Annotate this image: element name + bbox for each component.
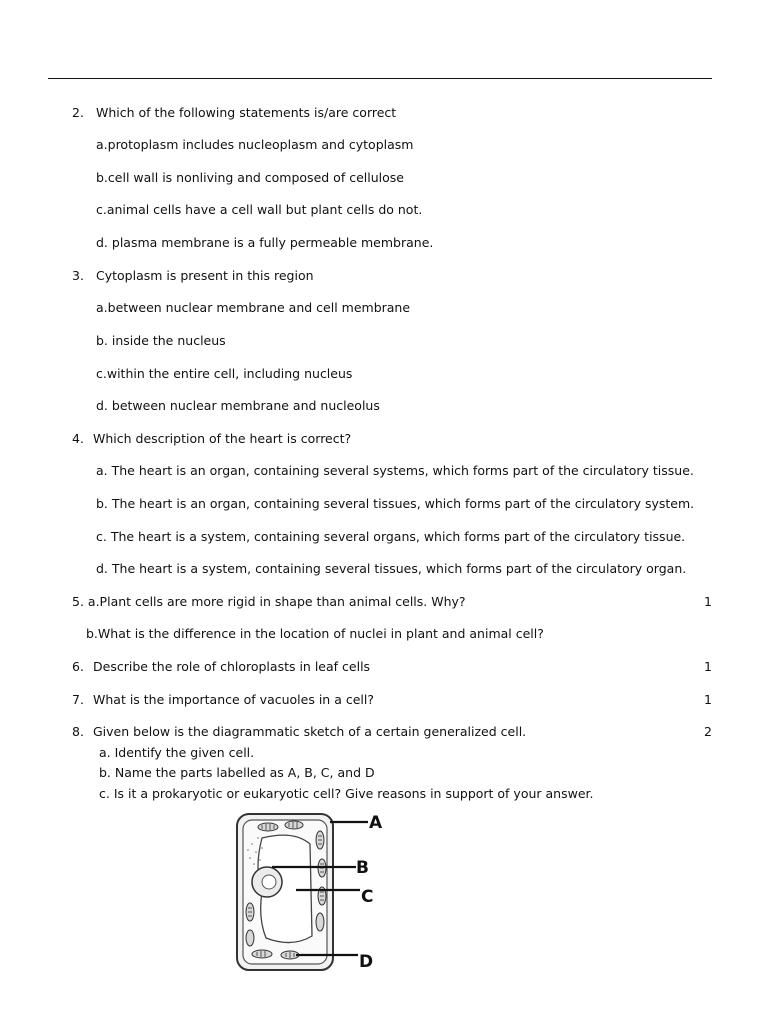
question-3 bbox=[72, 268, 314, 283]
label-d: D bbox=[359, 952, 374, 972]
question-text: Which of the following statements is/are correct bbox=[96, 105, 397, 120]
question-number: 3. bbox=[72, 268, 84, 283]
label-c: C bbox=[361, 887, 374, 907]
header-rule bbox=[48, 78, 712, 79]
option-2d: d. plasma membrane is a fully permeable membrane. bbox=[96, 235, 434, 250]
question-text: What is the importance of vacuoles in a cell? bbox=[93, 692, 374, 707]
label-a: A bbox=[369, 813, 382, 833]
question-text: Given below is the diagrammatic sketch of a certain generalized cell. bbox=[93, 724, 527, 739]
question-number: 8. bbox=[72, 724, 84, 739]
question-6 bbox=[72, 659, 370, 674]
question-number: 7. bbox=[72, 692, 84, 707]
question-text: Cytoplasm is present in this region bbox=[96, 268, 314, 283]
marks-8: 2 bbox=[704, 724, 712, 739]
question-4 bbox=[72, 431, 351, 446]
marks-5: 1 bbox=[704, 594, 712, 609]
option-4c: c. The heart is a system, containing several organs, which forms part of the circulatory tissue. bbox=[96, 529, 686, 544]
question-7 bbox=[72, 692, 374, 707]
question-5-part-b: b.What is the difference in the location of nuclei in plant and animal cell? bbox=[86, 626, 544, 641]
option-2c: c.animal cells have a cell wall but plant cells do not. bbox=[96, 202, 423, 217]
nucleolus bbox=[262, 875, 276, 889]
option-4a: a. The heart is an organ, containing several systems, which forms part of the circulatory tissue. bbox=[96, 463, 694, 478]
question-text: Which description of the heart is correct? bbox=[93, 431, 352, 446]
question-8 bbox=[72, 724, 526, 739]
option-3a: a.between nuclear membrane and cell membrane bbox=[96, 300, 411, 315]
marks-7: 1 bbox=[704, 692, 712, 707]
question-8-part-a: a. Identify the given cell. bbox=[99, 745, 255, 760]
question-8-part-b: b. Name the parts labelled as A, B, C, and D bbox=[99, 765, 375, 780]
plant-cell-diagram bbox=[232, 808, 382, 976]
question-number: 6. bbox=[72, 659, 84, 674]
question-text: Describe the role of chloroplasts in leaf cells bbox=[93, 659, 371, 674]
option-4b: b. The heart is an organ, containing several tissues, which forms part of the circulatory system. bbox=[96, 496, 695, 511]
question-number: 2. bbox=[72, 105, 84, 120]
marks-6: 1 bbox=[704, 659, 712, 674]
question-text: a.Plant cells are more rigid in shape than animal cells. Why? bbox=[87, 594, 466, 609]
question-number: 4. bbox=[72, 431, 84, 446]
option-3b: b. inside the nucleus bbox=[96, 333, 226, 348]
option-2b: b.cell wall is nonliving and composed of cellulose bbox=[96, 170, 404, 185]
label-b: B bbox=[356, 858, 369, 878]
option-3c: c.within the entire cell, including nucleus bbox=[96, 366, 353, 381]
option-4d: d. The heart is a system, containing several tissues, which forms part of the circulatory organ. bbox=[96, 561, 687, 576]
question-2 bbox=[72, 105, 396, 120]
option-3d: d. between nuclear membrane and nucleolus bbox=[96, 398, 380, 413]
question-8-part-c: c. Is it a prokaryotic or eukaryotic cell? Give reasons in support of your answer. bbox=[99, 786, 594, 801]
option-2a: a.protoplasm includes nucleoplasm and cytoplasm bbox=[96, 137, 414, 152]
question-5 bbox=[72, 594, 466, 609]
question-number: 5. bbox=[72, 594, 84, 609]
